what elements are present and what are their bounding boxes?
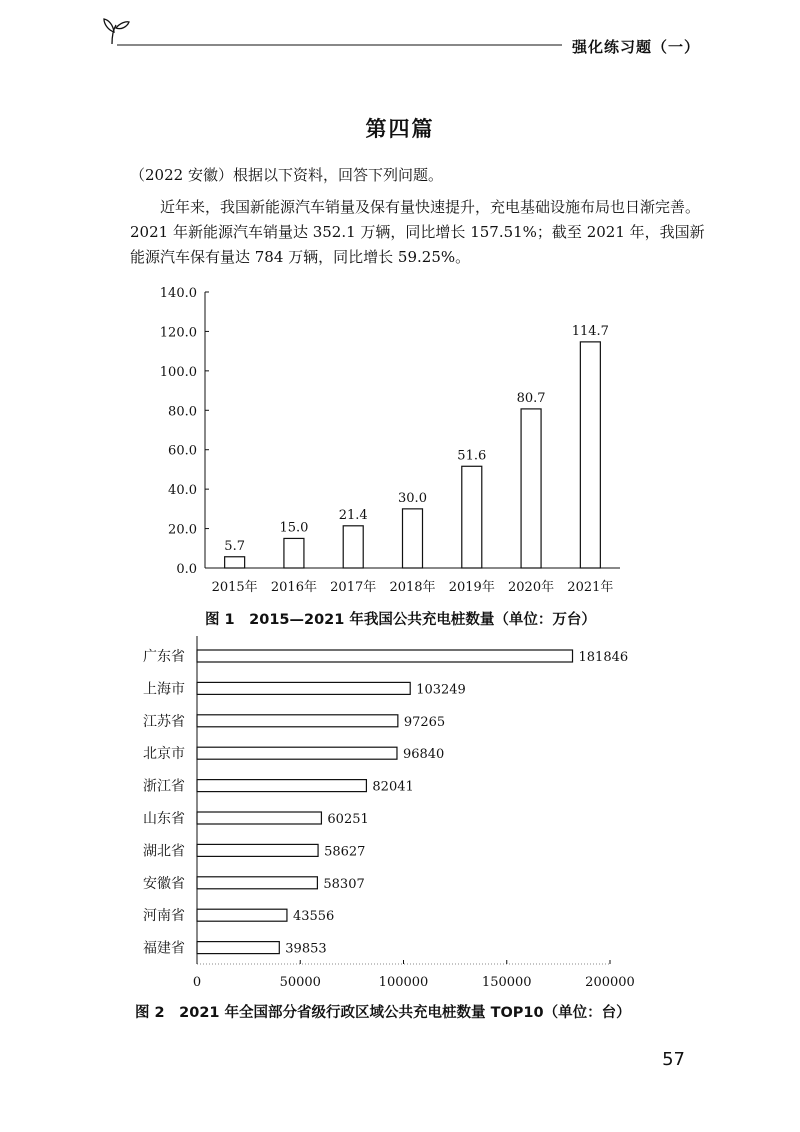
y-tick-label: 80.0 <box>168 404 197 420</box>
bar-value-label: 60251 <box>327 812 369 827</box>
x-tick-label: 2020年 <box>508 580 555 595</box>
category-label: 上海市 <box>143 681 185 698</box>
category-label: 河南省 <box>143 908 185 925</box>
y-tick-label: 60.0 <box>168 443 197 459</box>
bar <box>197 747 397 759</box>
bar-value-label: 97265 <box>403 714 446 730</box>
header-graphic <box>0 0 800 70</box>
bar-value-label: 39853 <box>285 941 327 957</box>
figure2-caption: 图 2 2021 年全国部分省级行政区域公共充电桩数量 TOP10（单位：台） <box>135 1005 631 1021</box>
category-label: 湖北省 <box>143 843 185 860</box>
bar <box>462 466 482 568</box>
x-tick-label: 200000 <box>585 975 635 990</box>
y-tick-label: 120.0 <box>159 325 197 341</box>
bar <box>197 909 287 921</box>
bar-value-label: 58307 <box>323 876 365 892</box>
bar <box>197 877 317 889</box>
bar <box>197 844 318 856</box>
intro-paragraph: 近年来，我国新能源汽车销量及保有量快速提升，充电基础设施布局也日渐完善。2021 年新能源汽车销量达 352.1 万辆，同比增长 157.51%；截至 2021 年，我国新能源汽车保有量达 784 万辆，同比增长 59.25%。 <box>130 198 705 266</box>
bar <box>225 557 245 568</box>
question-source: （2022 安徽）根据以下资料，回答下列问题。 <box>130 166 443 184</box>
x-tick-label: 150000 <box>481 975 532 990</box>
y-tick-label: 100.0 <box>159 364 197 380</box>
chart-top10-provinces <box>0 630 800 995</box>
bar-value-label: 58627 <box>324 844 366 860</box>
category-label: 福建省 <box>143 940 185 957</box>
figure1-caption: 图 1 2015—2021 年我国公共充电桩数量（单位：万台） <box>205 612 596 628</box>
x-tick-label: 100000 <box>378 975 429 990</box>
chart-public-charging-piles-by-year <box>0 280 800 600</box>
bar-value-label: 82041 <box>372 779 414 795</box>
bar-value-label: 114.7 <box>571 323 609 339</box>
sprout-icon <box>104 19 129 44</box>
category-label: 安徽省 <box>143 875 185 892</box>
x-tick-label: 2015年 <box>211 580 258 595</box>
x-tick-label: 2016年 <box>270 580 317 595</box>
bar-value-label: 51.6 <box>457 448 487 464</box>
category-label: 山东省 <box>143 811 185 827</box>
bar <box>197 812 321 824</box>
x-tick-label: 0 <box>192 975 202 990</box>
category-label: 浙江省 <box>143 778 185 795</box>
section-title: 第四篇 <box>365 116 435 141</box>
header-title: 强化练习题（一） <box>571 38 700 56</box>
bar-value-label: 181846 <box>578 650 629 665</box>
bar <box>284 538 304 568</box>
bar <box>580 342 600 568</box>
y-tick-label: 140.0 <box>159 286 197 301</box>
bar-value-label: 103249 <box>416 682 466 698</box>
bar-value-label: 43556 <box>292 909 335 925</box>
bar <box>197 682 410 694</box>
bar-value-label: 5.7 <box>224 538 245 554</box>
x-tick-label: 2018年 <box>389 580 436 595</box>
category-label: 江苏省 <box>143 713 185 730</box>
y-tick-label: 0.0 <box>176 562 197 577</box>
bar-value-label: 15.0 <box>279 520 309 536</box>
category-label: 北京市 <box>143 746 185 763</box>
x-tick-label: 50000 <box>279 975 321 990</box>
bar-value-label: 21.4 <box>338 507 368 523</box>
bar <box>197 942 279 954</box>
page-number: 57 <box>662 1049 685 1070</box>
category-label: 广东省 <box>143 649 185 665</box>
bar-value-label: 96840 <box>402 747 445 763</box>
bar <box>521 409 541 568</box>
bar <box>197 715 398 727</box>
y-tick-label: 40.0 <box>168 483 197 499</box>
page-header <box>0 0 800 70</box>
x-tick-label: 2019年 <box>448 580 495 595</box>
bar-value-label: 30.0 <box>398 490 427 506</box>
x-tick-label: 2017年 <box>330 580 377 595</box>
bar <box>197 780 366 792</box>
bar <box>343 526 363 568</box>
bar <box>197 650 573 662</box>
y-tick-label: 20.0 <box>168 522 197 538</box>
x-tick-label: 2021年 <box>567 580 614 595</box>
bar <box>403 509 423 568</box>
bar-value-label: 80.7 <box>516 390 546 406</box>
